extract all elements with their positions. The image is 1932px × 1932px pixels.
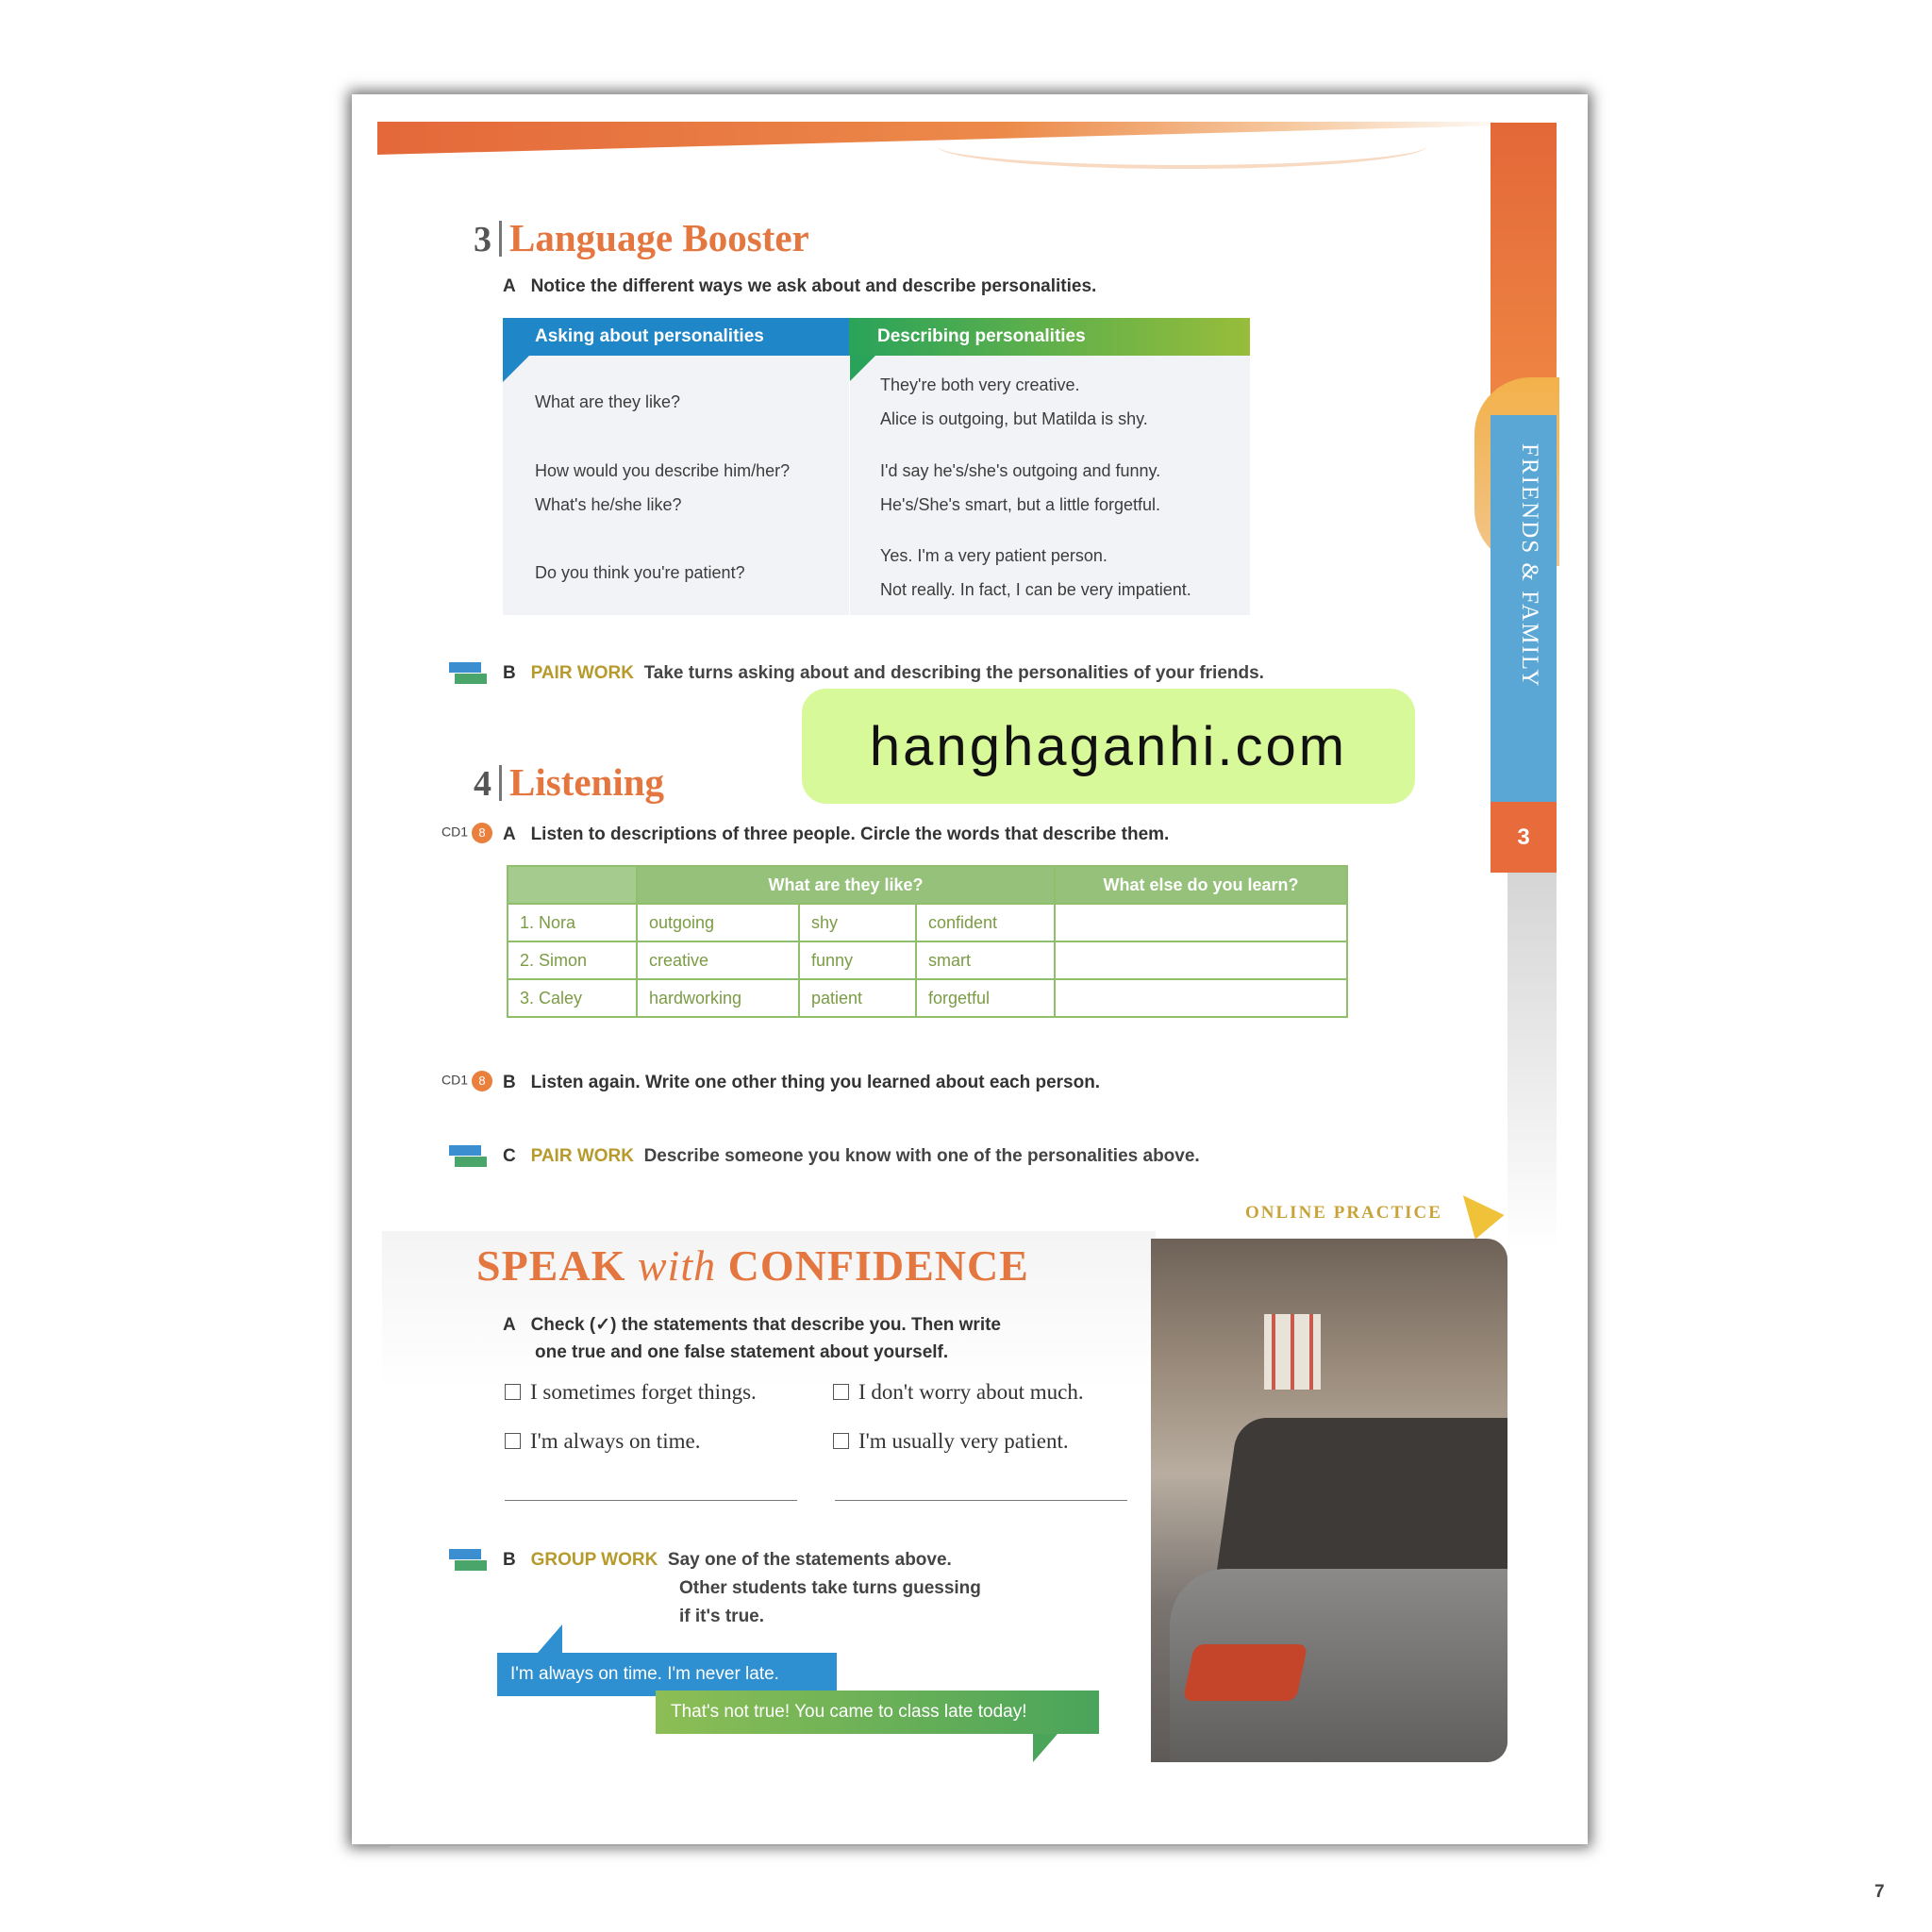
describing-phrase: They're both very creative. (880, 375, 1080, 394)
speak-with-confidence-title: SPEAK with CONFIDENCE (476, 1241, 1029, 1290)
side-fade (1507, 873, 1557, 1250)
write-line[interactable] (505, 1500, 797, 1501)
describing-header-corner (849, 356, 875, 382)
speech-bubble-tail (538, 1624, 562, 1653)
group-work-icon (449, 1545, 487, 1575)
track-badge: 8 (472, 1071, 492, 1091)
table-divider (849, 356, 850, 615)
table-corner-cell (508, 866, 637, 904)
section-3-b-instruction: B PAIR WORK Take turns asking about and describing the personalities of your friends. (503, 663, 1264, 683)
word-option[interactable]: forgetful (916, 979, 1055, 1017)
speak-b-instruction-line3: if it's true. (679, 1607, 765, 1626)
describing-phrase: Yes. I'm a very patient person. (880, 546, 1108, 565)
bottom-rule (390, 1846, 1588, 1848)
page-number: 7 (1874, 1882, 1885, 1902)
asking-phrase: Do you think you're patient? (535, 563, 745, 582)
speech-bubble-blue: I'm always on time. I'm never late. (497, 1653, 837, 1696)
car-photo (1151, 1239, 1507, 1762)
side-tab-unit-number: 3 (1491, 802, 1557, 873)
track-badge: 8 (472, 823, 492, 843)
table-header-what-else: What else do you learn? (1055, 866, 1347, 904)
statement-checkbox[interactable]: I'm usually very patient. (833, 1429, 1069, 1454)
car-tail-light (1183, 1644, 1308, 1701)
section-4-number: 4 (474, 764, 491, 804)
statement-checkbox[interactable]: I don't worry about much. (833, 1380, 1084, 1405)
pair-work-icon (449, 658, 487, 689)
cd-track-label: CD1 8 (441, 823, 492, 843)
checkbox-icon[interactable] (833, 1384, 849, 1400)
side-tab-label: FRIENDS & FAMILY (1517, 443, 1542, 689)
word-option[interactable]: patient (799, 979, 916, 1017)
table-row: 3. Caley hardworking patient forgetful (508, 979, 1347, 1017)
pair-work-icon (449, 1141, 487, 1172)
statement-checkbox[interactable]: I sometimes forget things. (505, 1380, 757, 1405)
asking-phrase: What are they like? (535, 392, 681, 411)
car-rear-window (1214, 1418, 1507, 1588)
section-3-number: 3 (474, 220, 491, 259)
listening-table (507, 865, 1348, 1018)
speech-bubble-green: That's not true! You came to class late today! (656, 1690, 1099, 1734)
word-option[interactable]: creative (637, 941, 799, 979)
speech-bubble-tail (1033, 1734, 1058, 1762)
top-swoosh (937, 123, 1427, 169)
section-4-name: Listening (509, 760, 665, 804)
section-3-title (474, 215, 809, 260)
table-row: 1. Nora outgoing shy confident (508, 904, 1347, 941)
section-4-a-instruction: A Listen to descriptions of three people. Circle the words that describe them. (503, 824, 1170, 844)
speak-b-instruction-line2: Other students take turns guessing (679, 1578, 981, 1598)
answer-cell[interactable] (1055, 941, 1347, 979)
online-practice-link[interactable]: ONLINE PRACTICE (1245, 1203, 1442, 1223)
asking-phrase: What's he/she like? (535, 495, 682, 514)
section-4-title (474, 759, 664, 805)
describing-phrase: I'd say he's/she's outgoing and funny. (880, 461, 1161, 480)
word-option[interactable]: outgoing (637, 904, 799, 941)
checkbox-icon[interactable] (505, 1384, 521, 1400)
describing-phrase: Not really. In fact, I can be very impatient. (880, 580, 1191, 599)
bag-on-car-roof (1264, 1314, 1321, 1390)
word-option[interactable]: funny (799, 941, 916, 979)
speak-b-instruction: B GROUP WORK Say one of the statements above. (503, 1550, 952, 1570)
section-3-name: Language Booster (509, 216, 809, 259)
word-option[interactable]: hardworking (637, 979, 799, 1017)
statement-checkbox[interactable]: I'm always on time. (505, 1429, 700, 1454)
describing-header: Describing personalities (849, 318, 1250, 356)
write-line[interactable] (835, 1500, 1127, 1501)
asking-header-corner (503, 356, 529, 382)
speak-a-instruction-line2: one true and one false statement about yourself. (535, 1342, 949, 1362)
section-3-a-instruction: A Notice the different ways we ask about and describe personalities. (503, 276, 1097, 296)
answer-cell[interactable] (1055, 904, 1347, 941)
word-option[interactable]: confident (916, 904, 1055, 941)
checkbox-icon[interactable] (505, 1433, 521, 1449)
cd-track-label: CD1 8 (441, 1071, 492, 1091)
section-4-b-instruction: B Listen again. Write one other thing you learned about each person. (503, 1073, 1101, 1092)
checkbox-icon[interactable] (833, 1433, 849, 1449)
answer-cell[interactable] (1055, 979, 1347, 1017)
word-option[interactable]: shy (799, 904, 916, 941)
describing-phrase: Alice is outgoing, but Matilda is shy. (880, 409, 1148, 428)
section-4-c-instruction: C PAIR WORK Describe someone you know with one of the personalities above. (503, 1146, 1200, 1166)
word-option[interactable]: smart (916, 941, 1055, 979)
side-tab-orange (1491, 123, 1557, 415)
speak-a-instruction: A Check (✓) the statements that describe you. Then write (503, 1315, 1001, 1335)
asking-phrase: How would you describe him/her? (535, 461, 791, 480)
watermark-banner: hanghaganhi.com (802, 689, 1415, 804)
table-row: 2. Simon creative funny smart (508, 941, 1347, 979)
table-header-what-like: What are they like? (637, 866, 1055, 904)
asking-header: Asking about personalities (503, 318, 849, 356)
describing-phrase: He's/She's smart, but a little forgetful. (880, 495, 1160, 514)
